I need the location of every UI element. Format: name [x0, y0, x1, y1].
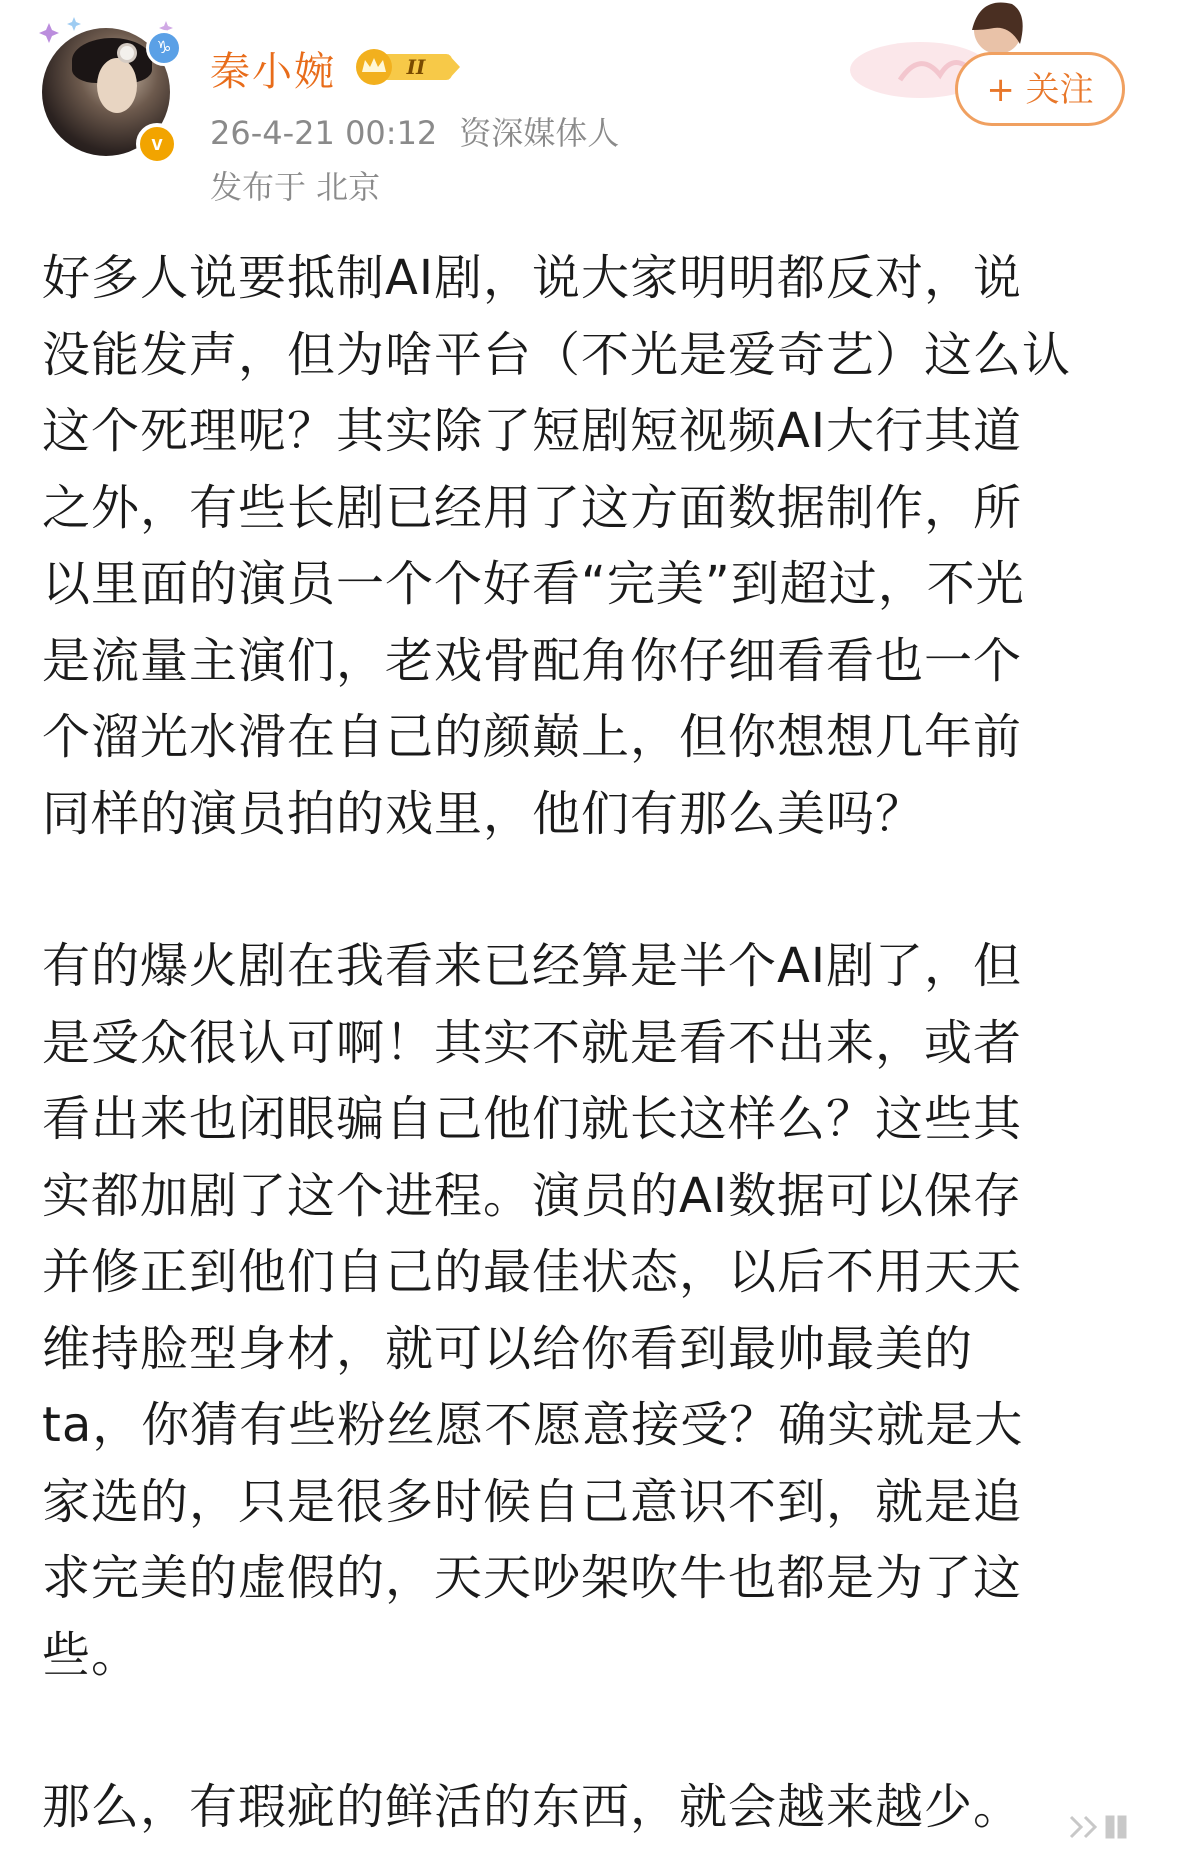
text-line: ta，你猜有些粉丝愿不愿意接受？确实就是大: [42, 1397, 1024, 1453]
text-line: 好多人说要抵制AI剧，说大家明明都反对，说: [42, 250, 1022, 306]
post-header: [0, 0, 1179, 210]
post-paragraph: [42, 1769, 1142, 1846]
text-line: 那么，有瑕疵的鲜活的东西，就会越来越少。: [42, 1779, 1023, 1835]
post-location: 发布于 北京: [210, 168, 381, 206]
text-line: 维持脸型身材，就可以给你看到最帅最美的: [42, 1320, 974, 1377]
text-line: 家选的，只是很多时候自己意识不到，就是追: [42, 1473, 1023, 1530]
text-line: 并修正到他们自己的最佳状态，以后不用天天: [42, 1244, 1023, 1300]
rank-badge-text: II: [406, 55, 426, 79]
watermark-icon: [1063, 1809, 1163, 1845]
post-paragraph: [42, 240, 1142, 852]
account-type: 资深媒体人: [459, 114, 620, 152]
text-line: 同样的演员拍的戏里，他们有那么美吗？: [42, 785, 925, 842]
author-avatar-wrap[interactable]: [42, 28, 170, 156]
author-name[interactable]: 秦小婉: [210, 49, 336, 95]
text-line: 这个死理呢？其实除了短剧短视频AI大行其道: [42, 403, 1022, 459]
zodiac-badge-icon: ♑: [146, 30, 182, 66]
post-meta: [210, 108, 619, 154]
text-line: 看出来也闭眼骗自己他们就长这样么？这些其: [42, 1091, 1023, 1147]
text-line: 有的爆火剧在我看来已经算是半个AI剧了，但: [42, 938, 1022, 994]
text-line: 实都加剧了这个进程。演员的AI数据可以保存: [42, 1167, 1022, 1224]
post-timestamp: 26-4-21 00:12: [210, 114, 438, 152]
avatar-flower: [120, 46, 134, 60]
verified-badge-icon: v: [136, 123, 178, 165]
rank-badge-icon: [352, 46, 464, 86]
text-line: 是受众很认可啊！其实不就是看不出来，或者: [42, 1014, 1023, 1071]
post-body: [42, 240, 1142, 1846]
text-line: 是流量主演们，老戏骨配角你仔细看看也一个: [42, 632, 1023, 689]
text-line: 求完美的虚假的，天天吵架吹牛也都是为了这: [42, 1550, 1023, 1606]
post-paragraph: [42, 928, 1142, 1693]
text-line: 以里面的演员一个个好看“完美”到超过，不光: [42, 556, 1025, 612]
text-line: 些。: [42, 1626, 141, 1683]
text-line: 之外，有些长剧已经用了这方面数据制作，所: [42, 479, 1023, 536]
text-line: 个溜光水滑在自己的颜巅上，但你想想几年前: [42, 709, 1023, 765]
follow-button[interactable]: + 关注: [955, 52, 1125, 126]
text-line: 没能发声，但为啥平台（不光是爱奇艺）这么认: [42, 326, 1072, 383]
avatar-face: [97, 58, 137, 113]
